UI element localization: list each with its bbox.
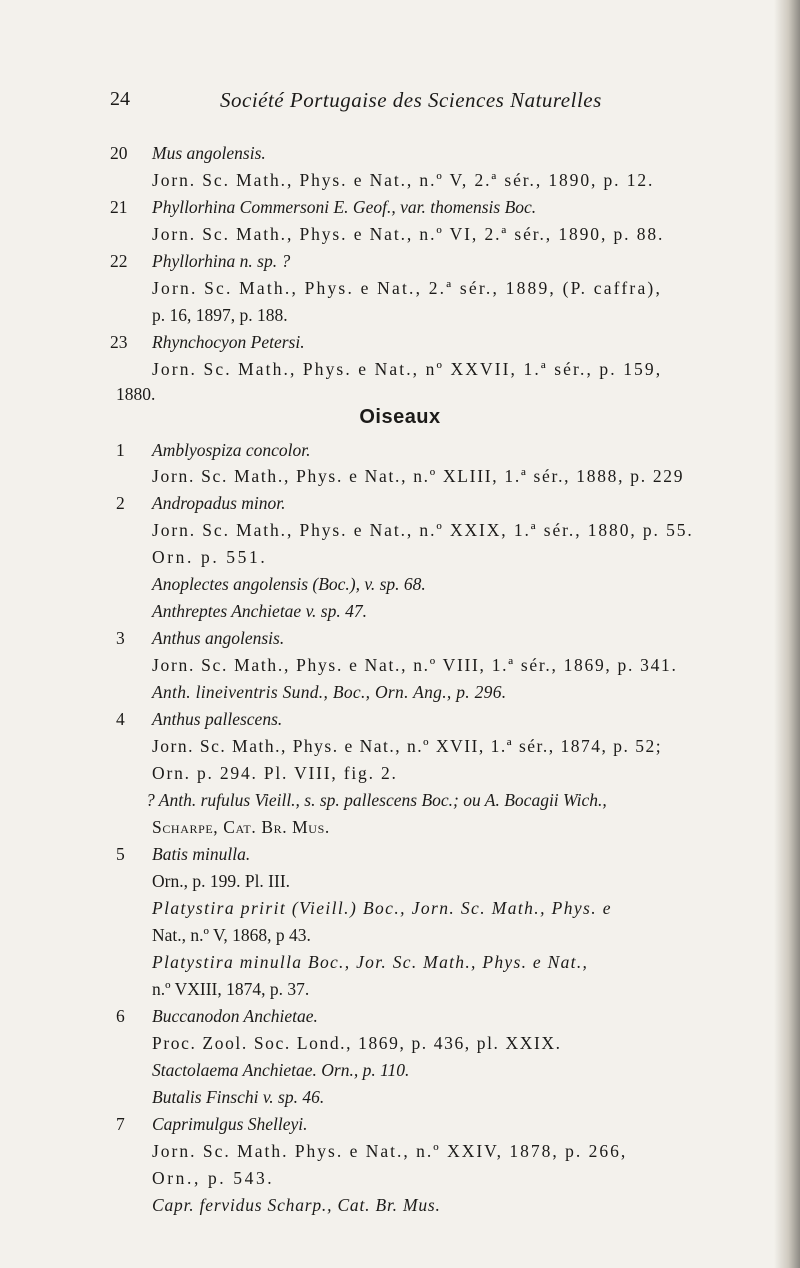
- species-name: Andropadus minor.: [152, 493, 286, 513]
- reference-line: n.º VXIII, 1874, p. 37.: [152, 979, 310, 999]
- reference-line: Jorn. Sc. Math., Phys. e Nat., n.º VIII, 1.ª sér., 1869, p. 341.: [152, 655, 678, 675]
- species-name: Caprimulgus Shelleyi.: [152, 1114, 308, 1134]
- reference-line: Jorn. Sc. Math., Phys. e Nat., n.º V, 2.ª sér., 1890, p. 12.: [152, 170, 655, 190]
- reference-line: Jorn. Sc. Math., Phys. e Nat., n.º XXIX, 1.ª sér., 1880, p. 55.: [152, 520, 694, 540]
- species-name: Rhynchocyon Petersi.: [152, 332, 305, 352]
- reference-line: Proc. Zool. Soc. Lond., 1869, p. 436, pl. XXIX.: [152, 1033, 562, 1053]
- entry-number: 20: [110, 143, 128, 163]
- entry-number: 4: [116, 709, 125, 729]
- species-name: Butalis Finschi v. sp. 46.: [152, 1087, 325, 1107]
- reference-line: Jorn. Sc. Math., Phys. e Nat., n.º VI, 2.ª sér., 1890, p. 88.: [152, 224, 665, 244]
- reference-line: Jorn. Sc. Math., Phys. e Nat., n.º XVII, 1.ª sér., 1874, p. 52;: [152, 736, 663, 756]
- species-name: Platystira minulla Boc., Jor. Sc. Math., Phys. e Nat.,: [152, 952, 589, 972]
- running-head: Société Portugaise des Sciences Naturelles: [220, 88, 602, 112]
- species-name: Buccanodon Anchietae.: [152, 1006, 318, 1026]
- reference-line: Scharpe, Cat. Br. Mus.: [152, 817, 330, 837]
- reference-line: Jorn. Sc. Math. Phys. e Nat., n.º XXIV, 1878, p. 266,: [152, 1141, 628, 1161]
- species-name: Anthus pallescens.: [152, 709, 283, 729]
- entry-number: 5: [116, 844, 125, 864]
- reference-line: Jorn. Sc. Math., Phys. e Nat., 2.ª sér., 1889, (P. caffra),: [152, 278, 663, 298]
- species-name: Phyllorhina Commersoni E. Geof., var. thomensis Boc.: [152, 197, 537, 217]
- species-name: Capr. fervidus Scharp., Cat. Br. Mus.: [152, 1195, 441, 1215]
- species-name: Anoplectes angolensis (Boc.), v. sp. 68.: [152, 574, 426, 594]
- reference-line: p. 16, 1897, p. 188.: [152, 305, 288, 325]
- entry-number: 6: [116, 1006, 125, 1026]
- species-name: ? Anth. rufulus Vieill., s. sp. pallescens Boc.; ou A. Bocagii Wich.,: [146, 790, 607, 810]
- entry-number: 22: [110, 251, 128, 271]
- page-edge-shadow: [774, 0, 800, 1268]
- species-name: Platystira pririt (Vieill.) Boc., Jorn. Sc. Math., Phys. e: [152, 898, 612, 918]
- entry-number: 3: [116, 628, 125, 648]
- entry-number: 23: [110, 332, 128, 352]
- section-title: Oiseaux: [359, 406, 441, 428]
- species-name: Stactolaema Anchietae. Orn., p. 110.: [152, 1060, 410, 1080]
- page-header: [110, 88, 750, 122]
- entry-number: 21: [110, 197, 128, 217]
- species-name: Anth. lineiventris Sund., Boc., Orn. Ang., p. 296.: [152, 682, 507, 702]
- species-name: Anthreptes Anchietae v. sp. 47.: [152, 601, 367, 621]
- species-name: Anthus angolensis.: [152, 628, 285, 648]
- reference-line: Jorn. Sc. Math., Phys. e Nat., nº XXVII, 1.ª sér., p. 159,: [152, 359, 663, 379]
- reference-line: 1880.: [116, 384, 156, 404]
- reference-line: Jorn. Sc. Math., Phys. e Nat., n.º XLIII, 1.ª sér., 1888, p. 229: [152, 466, 685, 486]
- entry-number: 7: [116, 1114, 125, 1134]
- page-number: 24: [110, 88, 130, 110]
- reference-line: Orn. p. 551.: [152, 547, 268, 567]
- reference-line: Nat., n.º V, 1868, p 43.: [152, 925, 311, 945]
- entry-number: 2: [116, 493, 125, 513]
- species-name: Phyllorhina n. sp. ?: [152, 251, 291, 271]
- reference-line: Orn., p. 543.: [152, 1168, 275, 1188]
- entry-number: 1: [116, 440, 125, 460]
- reference-line: Orn., p. 199. Pl. III.: [152, 871, 291, 891]
- species-name: Mus angolensis.: [152, 143, 266, 163]
- species-name: Amblyospiza concolor.: [152, 440, 311, 460]
- reference-line: Orn. p. 294. Pl. VIII, fig. 2.: [152, 763, 398, 783]
- species-name: Batis minulla.: [152, 844, 251, 864]
